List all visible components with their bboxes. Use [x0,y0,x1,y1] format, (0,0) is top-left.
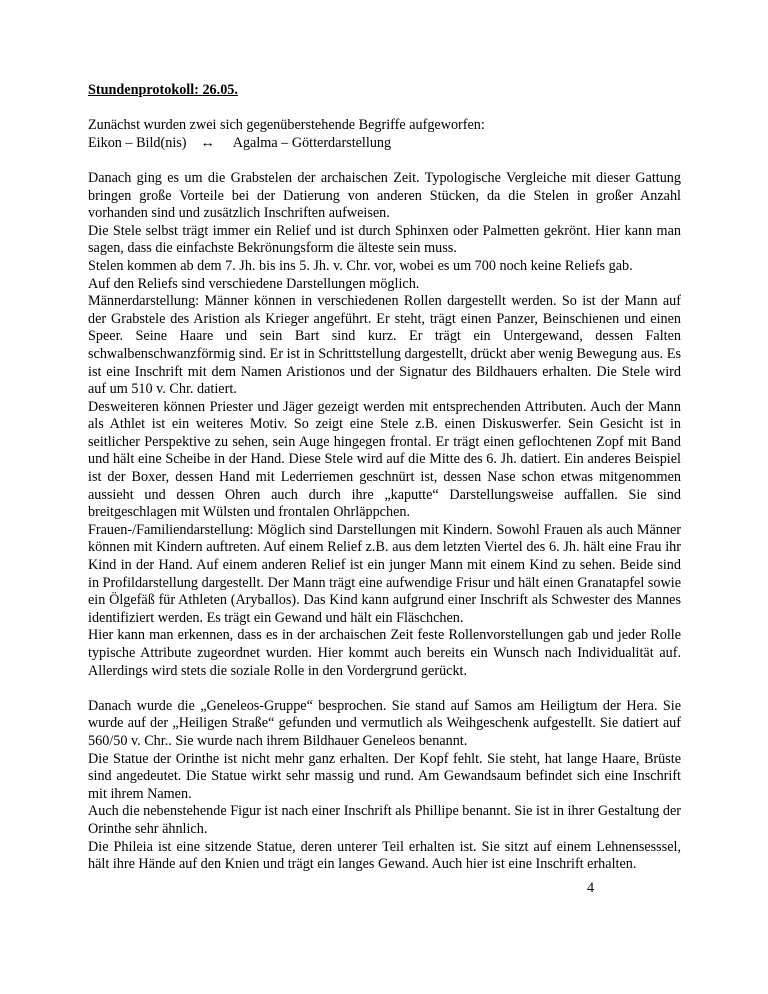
paragraph: Danach ging es um die Grabstelen der archaischen Zeit. Typologische Vergleiche mit dieser Gattung bringen große Vorteile bei der Datierung von anderen Stücken, da die Stelen in großer Anzahl vorhanden sind und zusätzlich Inschriften aufweisen. [88,169,681,222]
paragraph: Die Phileia ist eine sitzende Statue, deren unterer Teil erhalten ist. Sie sitzt auf einem Lehnensesssel, hält ihre Hände auf den Knien und trägt ein langes Gewand. Auch hier ist eine Inschrift erhalten. [88,838,681,873]
paragraph: Stelen kommen ab dem 7. Jh. bis ins 5. Jh. v. Chr. vor, wobei es um 700 noch keine Reliefs gab. [88,257,633,274]
document-title: Stundenprotokoll: 26.05. [88,82,238,98]
paragraph: Die Statue der Orinthe ist nicht mehr ganz erhalten. Der Kopf fehlt. Sie steht, hat lange Haare, Brüste sind angedeutet. Die Statue wirkt sehr massig und rund. Am Gewandsaum befindet sich eine Inschrift mit ihrem Namen. [88,750,681,802]
paragraph: Männerdarstellung: Männer können in verschiedenen Rollen dargestellt werden. So ist der Mann auf der Grabstele des Aristion als Krieger angeführt. Er steht, trägt einen Panzer, Beinschienen und einen Speer. Seine Haare und sein Bart sind kurz. Er trägt ein Untergewand, dessen Falten schwalbenschwanzförmig sind. Er ist in Schrittstellung dargestellt, drückt aber wenig Bewegung aus. Es ist eine Inschrift mit dem Namen Aristionos und der Signatur des Bildhauers erhalten. Die Stele wird auf um 510 v. Chr. datiert. [88,293,681,398]
paragraph: Desweiteren können Priester und Jäger gezeigt werden mit entsprechenden Attributen. Auch der Mann als Athlet ist ein weiteres Motiv. So zeigt eine Stele z.B. einen Diskuswerfer. Sein Gesicht ist in seitlicher Perspektive zu sehen, sein Auge hingegen frontal. Er trägt einen geflochtenen Zopf mit Band und hält eine Scheibe in der Hand. Diese Stele wird auf die Mitte des 6. Jh. datiert. Ein anderes Beispiel ist der Boxer, dessen Hand mit Lederriemen geschnürt ist, dessen Nase schon etwas mitgenommen aussieht und dessen Ohren auch durch ihre „kaputte“ Darstellungsweise auffallen. Sie sind breitgeschlagen mit Wülsten und frontalen Ohrläppchen. [88,398,681,521]
paragraph: Die Stele selbst trägt immer ein Relief und ist durch Sphinxen oder Palmetten gekrönt. Hier kann man sagen, dass die einfachste Bekrönungsform die älteste sein muss. [88,222,681,257]
term-agalma: Agalma – Götterdarstellung [232,134,392,151]
terms-line [88,135,681,153]
spacer [88,100,681,118]
paragraph: Hier kann man erkennen, dass es in der archaischen Zeit feste Rollenvorstellungen gab und jeder Rolle typische Attribute zugeordnet wurden. Hier kommt auch bereits ein Wunsch nach Individualität auf. Allerdings wird stets die soziale Rolle in den Vordergrund gerückt. [88,627,681,679]
spacer [88,152,681,170]
paragraph: Danach wurde die „Geneleos-Gruppe“ besprochen. Sie stand auf Samos am Heiligtum der Hera. Sie wurde auf der „Heiligen Straße“ gefunden und vermutlich als Weihgeschenk aufgestellt. Sie datiert auf 560/50 v. Chr.. Sie wurde nach ihrem Bildhauer Geneleos benannt. [88,697,681,749]
term-eikon: Eikon – Bild(nis) [88,134,187,151]
double-arrow-icon: ↔ [200,134,215,151]
intro-paragraph: Zunächst wurden zwei sich gegenüberstehende Begriffe aufgeworfen: [88,117,485,134]
spacer [88,680,681,698]
paragraph: Auf den Reliefs sind verschiedene Darstellungen möglich. [88,275,420,292]
paragraph: Auch die nebenstehende Figur ist nach einer Inschrift als Phillipe benannt. Sie ist in ihrer Gestaltung der Orinthe sehr ähnlich. [88,803,681,837]
document-body [88,82,681,874]
paragraph: Frauen-/Familiendarstellung: Möglich sind Darstellungen mit Kindern. Sowohl Frauen als auch Männer können mit Kindern auftreten. Auf einem Relief z.B. aus dem letzten Viertel des 6. Jh. hält eine Frau ihr Kind in der Hand. Auf einem anderen Relief ist ein junger Mann mit einem Kind zu sehen. Beide sind in Profildarstellung dargestellt. Der Mann trägt eine aufwendige Frisur und hält einen Granatapfel sowie ein Ölgefäß für Athleten (Aryballos). Das Kind kann aufgrund einer Inschrift als Schwester des Mannes identifiziert werden. Es trägt ein Gewand und hält ein Fläschchen. [88,521,681,626]
page-number: 4 [587,880,595,896]
